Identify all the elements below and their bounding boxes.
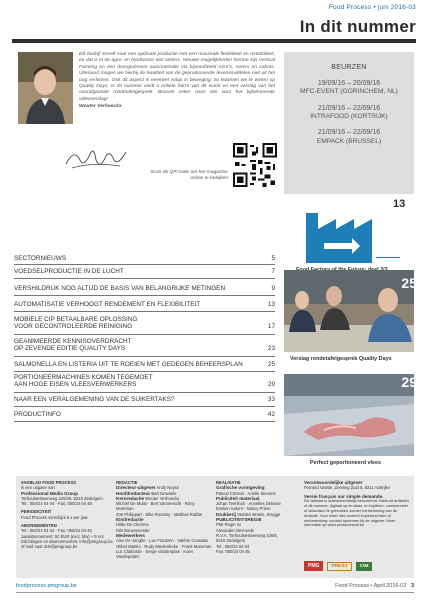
meat-portioning-photo[interactable] xyxy=(284,374,414,456)
page-title: In dit nummer xyxy=(299,17,416,36)
factory-icon[interactable] xyxy=(300,205,404,264)
feature-page-number: 13 xyxy=(393,198,406,210)
toc-title: MOBIELE CIP BETAALBARE OPLOSSING xyxy=(14,316,138,323)
event-name: EMPACK (BRUSSEL) xyxy=(316,137,382,145)
colophon-text: Bart Dewaele xyxy=(151,490,177,496)
event-date: 19/09/16 – 20/09/16 xyxy=(317,80,381,87)
colophon-text: Olibet Martini · Rudy Meelenbeke · Frank Moerman xyxy=(116,543,212,549)
colophon-heading: VAKBLAD FOOD PROCESS xyxy=(21,480,77,485)
colophon-role: Versie français sur simple demande. xyxy=(304,493,384,499)
handwritten-signature xyxy=(62,142,130,174)
colophon-role: Directeur-uitgever xyxy=(116,485,156,491)
colophon-text: Vanden Broele, Brugge xyxy=(237,511,281,517)
toc-entry[interactable] xyxy=(14,411,275,422)
colophon-text: Hilde De Clemme xyxy=(116,522,149,528)
toc-entry[interactable] xyxy=(14,396,275,407)
toc-entry[interactable] xyxy=(14,316,275,335)
colophon-text: Alex De Jonghe · Luc Frantzen · Valérie Cousaka xyxy=(116,538,208,544)
colophon-text: Food Process verschijnt 5 x per jaar xyxy=(21,514,88,520)
toc-title: VERSHILDRUK NOG ALTIJD DE BASIS VAN BELANGRIJKE METINGEN xyxy=(14,285,226,292)
colophon-text: Professional Media Group xyxy=(21,490,78,496)
colophon-text: is een uitgave van xyxy=(21,485,55,491)
feature-caption: Verslag rondetafelgesprek Quality Days xyxy=(290,356,392,362)
colophon-heading: PERIODICITEIT xyxy=(21,509,52,515)
colophon-text: Dit vakblad is auteursrechtelijk beschermd. Niets uit artikelen of dit nummer, digitaal op te slaan, te kopiëren, commercieel of didactisch te gebruiken zonder toestemming van de redactie. Voor meer info omtrent kopieerrechten of medewerking: contact opnemen bij de uitgever. Meer informatie op www.pressconsult.be xyxy=(304,497,409,528)
event-name: INTRAFOOD (KORTRIJK) xyxy=(310,113,388,121)
colophon-col-publisher xyxy=(21,480,113,550)
toc-entry[interactable] xyxy=(14,255,275,265)
colophon-role: Publiciteit materiaal xyxy=(216,495,260,501)
editor-portrait xyxy=(18,52,73,124)
pmg-logo: PMG xyxy=(304,561,323,571)
editorial-intro xyxy=(79,52,275,111)
colophon-role: Hoofdredacteur xyxy=(116,490,151,496)
cim-logo: CIM xyxy=(356,562,373,571)
footer-rule xyxy=(16,592,414,593)
colophon-role: PUBLICITEITSREGIE xyxy=(216,517,262,523)
toc-page: 17 xyxy=(267,323,275,330)
toc-page: 33 xyxy=(267,396,275,403)
press-logo: PRESS xyxy=(327,562,351,571)
colophon-text: Evelien Selent · Nancy Priem xyxy=(216,506,271,512)
toc-entry[interactable] xyxy=(14,374,275,393)
qr-caption: Scan de QR-code om het magazine online te bekijken xyxy=(150,170,228,182)
toc-title: AUTOMATISATIE VERHOOGT RENDEMENT EN FLEXIBILITEIT xyxy=(14,301,201,308)
colophon-text: Michiel De Muite · Bert Vanneeschi · Rony Moerman xyxy=(116,501,195,512)
portrait-image xyxy=(18,52,73,124)
toc-title: VOEDSELPRODUCTIE IN DE LUCHT xyxy=(14,268,124,275)
footer-issue-text: Food Process • April 2016-02 xyxy=(335,583,407,589)
colophon-text: Fax: 050/24 04 45 xyxy=(216,548,250,554)
toc-entry[interactable] xyxy=(14,268,275,279)
colophon-text: Torhoutsesteenweg 226/26, 8210 Zedelgem xyxy=(21,495,103,501)
toc-page: 42 xyxy=(267,411,275,418)
colophon-role: Kernredactie xyxy=(116,495,145,501)
toc-title: SALMONELLA EN LISTERIA UIT TE ROEIEN MET GEDEGEN BEHEERSPLAN xyxy=(14,361,243,368)
toc-page: 23 xyxy=(267,345,275,352)
toc-page: 5 xyxy=(271,255,275,262)
colophon-text: Ferrand Vansie, Zeeweg Zuid 5, 8211 Aartrijke xyxy=(304,485,390,491)
publisher-logos xyxy=(304,559,410,573)
colophon-role: Medewerkers xyxy=(116,532,146,538)
colophon-text: Pascal Clerson · Anelle Stevens xyxy=(216,490,276,496)
event-date: 21/09/16 – 22/09/16 xyxy=(317,104,381,112)
toc-page: 25 xyxy=(267,361,275,368)
colophon-heading: REALISATIE xyxy=(216,480,241,485)
colophon-text: Nils Bouwmeester xyxy=(116,527,150,533)
colophon-role: Grafische vormgeving xyxy=(216,485,265,491)
colophon-text: Tel.: 050/24 04 04 xyxy=(216,543,250,549)
colophon-text: R.V.A. Torhoutsesteenweg 226/5, xyxy=(216,532,278,538)
colophon-col-production xyxy=(216,480,300,554)
header-rule xyxy=(12,39,416,43)
toc-title: AAN HOGE EISEN VLEESVERWERKERS xyxy=(14,381,137,388)
colophon-text: Tel.: 050/24 04 04 - Fax: 050/24 04 45 xyxy=(21,528,92,534)
colophon-text: Tel.: 050/24 04 04 - Fax: 050/24 04 45 xyxy=(21,501,92,507)
colophon-text: of mail naar ddv@pmgroup.be xyxy=(21,544,78,550)
colophon-text: PMI Regie nv xyxy=(216,522,242,528)
colophon-text: Inlichtingen en abonnementen: info@pmgroup.be xyxy=(21,538,113,544)
toc-entry[interactable] xyxy=(14,285,275,296)
colophon-role: Drukkerij xyxy=(216,511,236,517)
colophon-text: Luc Claiborde · Serge Vandenplas · Koen Vandeputten xyxy=(116,548,194,560)
intro-signature-name: Wouter Verhoeckx xyxy=(79,104,122,110)
colophon-text: Andy Noyez xyxy=(156,485,180,491)
toc-title: NAAR EEN VERALGEMENING VAN DE SUIKERTAKS? xyxy=(14,396,175,403)
feature-page-number: 25 xyxy=(401,275,417,291)
colophon-heading: REDACTIE xyxy=(116,480,138,485)
colophon-text: Jaarabonnement: 50 EUR (excl. btw) + 5 nrs xyxy=(21,533,104,539)
feature-caption: Perfect geportioneerd vlees xyxy=(310,460,382,466)
colophon-role: Verantwoordelijke uitgever xyxy=(304,480,363,485)
toc-title: SECTORNIEUWS xyxy=(14,255,67,262)
colophon-heading: ABONNEMENTEN xyxy=(21,523,57,529)
toc-entry[interactable] xyxy=(14,361,275,372)
toc-page: 9 xyxy=(271,285,275,292)
intro-text: Elk bedrijf streeft naar een optimale productie met een maximale flexibiliteit en rentabiliteit, en dat is in de agro- en foodsector niet anders. Nieuwe mogelijkheden hiertoe zijn Vertical Farming en een doorgedreven automatisatie via bijvoorbeeld AGV's, rovers en cobots. Uiteraard mogen we hierbij de kwaliteit van de geproduceerde levensmiddelen niet uit het oog verliezen. Ook dit aspect is evenwel volop in beweging, zo kwamen we te weten op Quality Days. Is dit nummer vindt u enkele foto's van dit event en een verslag van het voorafgaande rondetafelgesprek. Bezoek zeker onze site voor het bijbehorende videoverslag! xyxy=(79,52,275,102)
colophon-text: Zoë Philippart · Elke Roorssy · Mathias Robbe xyxy=(116,511,203,517)
event-date: 21/09/16 – 22/09/16 xyxy=(317,129,381,137)
toc-title: GEANIMEERDE KENNISOVERDRACHT xyxy=(14,338,132,345)
page-number: 3 xyxy=(410,583,414,589)
colophon-text: Wouter Verhoeckx xyxy=(145,495,180,501)
toc-title: PORTIONEERMACHINES KOMEN TEGEMOET xyxy=(14,374,153,381)
colophon-text: Alexander Devroede xyxy=(216,527,255,533)
issue-line: Food Process • juni 2016-03 xyxy=(328,4,416,11)
toc-entry[interactable] xyxy=(14,301,275,312)
footer-issue xyxy=(335,583,414,589)
toc-entry[interactable] xyxy=(14,338,275,357)
events-title: BEURZEN xyxy=(331,64,367,71)
toc-page: 7 xyxy=(271,268,275,275)
toc-title: OP ZEVENDE EDITIE QUALITY DAYS xyxy=(14,345,126,352)
toc-page: 13 xyxy=(267,301,275,308)
colophon-text: 8210 Zedelgem xyxy=(216,538,246,544)
qr-code[interactable] xyxy=(233,143,277,187)
toc-title: VOOR GECONTROLEERDE REINIGING xyxy=(14,323,133,330)
event-name: MFC-EVENT (GORINCHEM, NL) xyxy=(300,88,398,96)
colophon-text: Johan Teerlinck · Annelies Delosse xyxy=(216,501,281,507)
toc-page: 29 xyxy=(267,381,275,388)
footer-website-link[interactable]: foodprocess.pmgroup.be xyxy=(16,583,77,589)
toc-title: PRODUCTINFO xyxy=(14,411,61,418)
feature-page-number: 29 xyxy=(401,374,417,390)
colophon-role: Eindredactie xyxy=(116,517,144,523)
colophon-col-editorial xyxy=(116,480,212,559)
colophon-col-legal xyxy=(304,480,410,528)
roundtable-photo[interactable] xyxy=(284,270,414,352)
events-box xyxy=(284,52,414,194)
